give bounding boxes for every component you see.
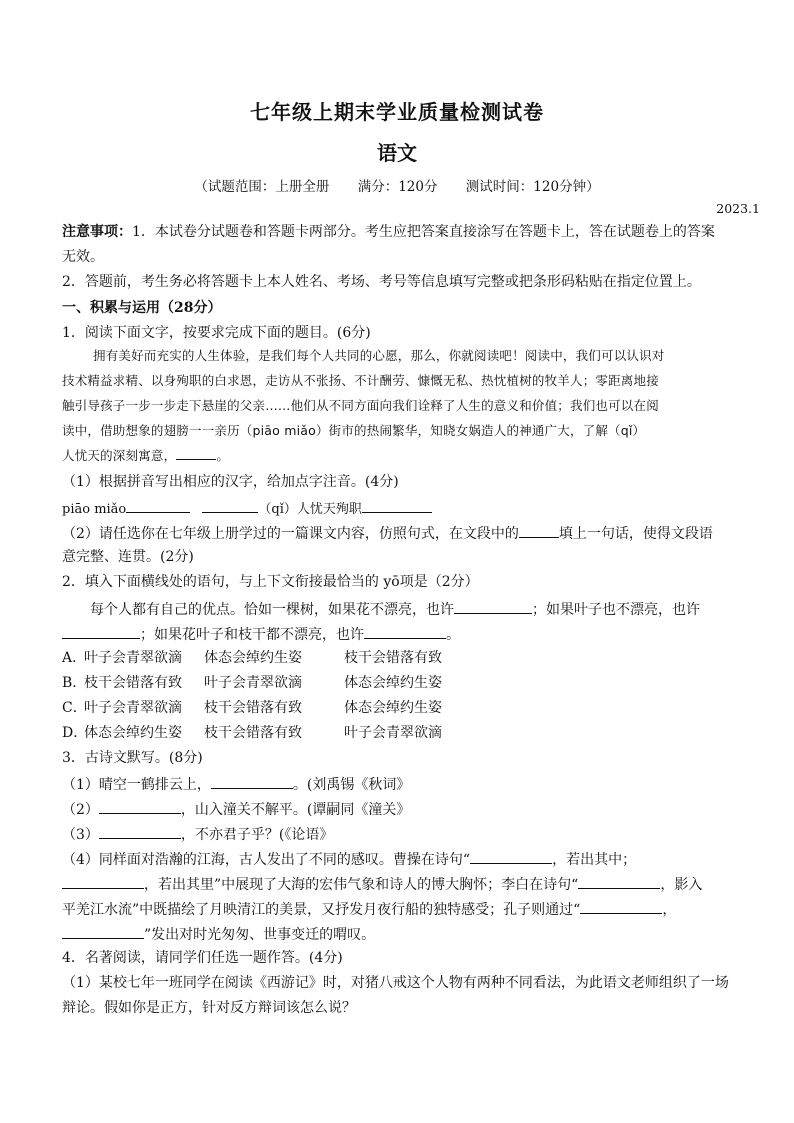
q3-blank-6[interactable] — [578, 873, 660, 889]
q2-text-line-2 — [62, 623, 742, 645]
q3-blank-5[interactable] — [62, 873, 144, 889]
q4-stem: 4．名著阅读，请同学们任选一题作答。(4分) — [62, 950, 343, 966]
q4-sub1-line-1: （1）某校七年一班同学在阅读《西游记》时，对猪八戒这个人物有两种不同看法，为此语文老师组织了一场 — [62, 975, 729, 991]
exam-info — [0, 175, 794, 195]
q3-blank-8[interactable] — [62, 923, 144, 939]
q1-sub1-answers — [62, 497, 742, 520]
q3-l5-text: ，若出其里”中展现了大海的宏伟气象和诗人的博大胸怀；李白在诗句“ — [144, 877, 579, 893]
q3-line-4 — [62, 848, 742, 870]
q1-passage-line-4: 读中，借助想象的翅膀一一亲历（piāo miǎo）街市的热闹繁华，知晓女娲造人的神通广大，了解（qǐ） — [62, 423, 646, 438]
option-phrase-3: 枝干会错落有致 — [344, 650, 442, 666]
q3-blank-3[interactable] — [99, 823, 181, 839]
q2-option-b[interactable] — [62, 673, 442, 693]
q3-line-6 — [62, 898, 742, 920]
q4-sub1-line-2: 辩论。假如你是正方，针对反方辩词该怎么说？ — [62, 1000, 356, 1016]
option-phrase-1: 叶子会青翠欲滴 — [84, 700, 182, 716]
exam-title: 七年级上期末学业质量检测试卷 — [250, 100, 544, 124]
q1-sub2-text-b: 填上一句话，使得文段语 — [558, 526, 713, 542]
option-phrase-1: 叶子会青翠欲滴 — [84, 650, 182, 666]
q2-option-c[interactable] — [62, 698, 442, 718]
q1-sub2-line-1 — [62, 522, 742, 544]
q1-blank-piaomiao[interactable] — [126, 497, 190, 513]
q1-sub2-text-a: （2）请任选你在七年级上册学过的一篇课文内容，仿照句式，在文段中的 — [62, 526, 519, 542]
notice-item1-b: 无效。 — [62, 249, 104, 265]
q1-passage-line-1: 拥有美好而充实的人生体验，是我们每个人共同的心愿，那么，你就阅读吧！阅读中，我们可以认识对 — [93, 348, 665, 363]
option-key: D． — [62, 725, 88, 741]
q3-l6-text: 平羌江水流”中既描绘了月映清江的美景，又抒发月夜行船的独特感受；孔子则通过“ — [62, 902, 581, 918]
exam-subject: 语文 — [377, 141, 417, 165]
q2-stem: 2．填入下面横线处的语句，与上下文衔接最恰当的 yō项是（2分） — [62, 574, 479, 590]
q2-text-d: 。 — [446, 627, 460, 643]
q3-blank-1[interactable] — [211, 773, 293, 789]
q3-stem: 3．古诗文默写。(8分) — [62, 750, 203, 766]
q2-option-d[interactable] — [62, 723, 442, 743]
option-phrase-2: 叶子会青翠欲滴 — [204, 675, 302, 691]
exam-full-score: 满分：120分 — [357, 179, 438, 195]
q3-blank-7[interactable] — [580, 898, 662, 914]
option-phrase-1: 枝干会错落有致 — [84, 675, 182, 691]
q3-l1-text: （1）晴空一鹤排云上， — [62, 777, 211, 793]
q2-text-line-1 — [90, 598, 742, 620]
exam-time: 测试时间：120分钟） — [465, 179, 600, 195]
q1-passage-line-3: 触引导孩子一步一步走下悬崖的父亲……他们从不同方面向我们诠释了人生的意义和价值；我们也可以在阅 — [62, 398, 659, 413]
option-phrase-3: 叶子会青翠欲滴 — [344, 725, 442, 741]
q3-l1-source: 。(刘禹锡《秋词》 — [292, 777, 411, 793]
q3-l4-text-b: ，若出其中； — [552, 852, 637, 868]
notice-line-1 — [62, 222, 742, 242]
option-key: A． — [62, 650, 87, 666]
q1-passage-line-2: 技术精益求精、以身殉职的白求恩，走访从不张扬、不计酬劳、慷慨无私、热忱植树的牧羊人；零距离地接 — [62, 373, 659, 388]
option-phrase-3: 体态会绰约生姿 — [344, 700, 442, 716]
q2-blank-3[interactable] — [364, 623, 446, 639]
q2-text-c: ；如果花叶子和枝干都不漂亮，也许 — [140, 627, 364, 643]
exam-date: 2023.1 — [716, 201, 760, 216]
option-key: B． — [62, 675, 87, 691]
notice-item2: 2．答题前，考生务必将答题卡上本人姓名、考场、考号等信息填写完整或把条形码粘贴在指定位置上。 — [62, 274, 701, 290]
q3-blank-2[interactable] — [99, 798, 181, 814]
notice-label: 注意事项： — [62, 224, 132, 240]
q3-l3-num: （3） — [62, 827, 99, 843]
q1-blank-qi[interactable] — [202, 497, 258, 513]
q3-blank-4[interactable] — [470, 848, 552, 864]
q3-l5-text-c: ，影入 — [660, 877, 703, 893]
q3-line-1 — [62, 773, 742, 795]
option-key: C． — [62, 700, 87, 716]
q3-l3-text: ，不亦君子乎？(《论语》 — [180, 827, 334, 843]
q1-passage-text-5: 人忧天的深刻寓意， — [62, 448, 177, 463]
option-phrase-1: 体态会绰约生姿 — [84, 725, 182, 741]
q2-text-b: ；如果叶子也不漂亮，也许 — [532, 602, 700, 618]
q1-passage-line-5 — [62, 444, 742, 469]
q3-l2-text: ，山入潼关不解平。(谭嗣同《潼关》 — [180, 802, 411, 818]
q3-line-5 — [62, 873, 742, 895]
section1-heading: 一、积累与运用（28分） — [62, 300, 222, 316]
q2-option-a[interactable] — [62, 648, 442, 668]
q3-l6-text-b: ， — [662, 902, 677, 918]
q3-line-7 — [62, 923, 742, 945]
q3-line-2 — [62, 798, 742, 820]
q3-l2-num: （2） — [62, 802, 99, 818]
exam-scope: （试题范围：上册全册 — [194, 179, 330, 195]
q1-stem: 1．阅读下面文字，按要求完成下面的题目。(6分) — [62, 325, 371, 341]
q1-passage-end: 。 — [216, 448, 230, 463]
option-phrase-3: 体态会绰约生姿 — [344, 675, 442, 691]
option-phrase-2: 枝干会错落有致 — [204, 700, 302, 716]
option-phrase-2: 枝干会错落有致 — [204, 725, 302, 741]
q2-blank-1[interactable] — [454, 598, 532, 614]
q1-blank-xunzhi[interactable] — [362, 497, 432, 513]
q1-sub2-blank[interactable] — [519, 522, 559, 538]
q1-sub2-line-2: 意完整、连贯。(2分) — [62, 549, 194, 565]
q2-blank-2[interactable] — [62, 623, 140, 639]
q1-sub1-qi: （qǐ）人忧天殉职 — [258, 502, 362, 517]
q3-l4-text: （4）同样面对浩瀚的江海，古人发出了不同的感叹。曹操在诗句“ — [62, 852, 471, 868]
q1-passage-blank[interactable] — [176, 444, 216, 460]
q1-sub1: （1）根据拼音写出相应的汉字，给加点字注音。(4分) — [62, 474, 399, 490]
q3-l7-text: ”发出对时光匆匆、世事变迁的喟叹。 — [144, 927, 376, 943]
option-phrase-2: 体态会绰约生姿 — [204, 650, 302, 666]
q2-text-a: 每个人都有自己的优点。恰如一棵树，如果花不漂亮，也许 — [90, 602, 454, 618]
q1-sub1-pinyin: piāo miǎo — [62, 502, 127, 517]
notice-item1-a: 1．本试卷分试题卷和答题卡两部分。考生应把答案直接涂写在答题卡上，答在试题卷上的答案 — [132, 224, 715, 240]
q3-line-3 — [62, 823, 742, 845]
